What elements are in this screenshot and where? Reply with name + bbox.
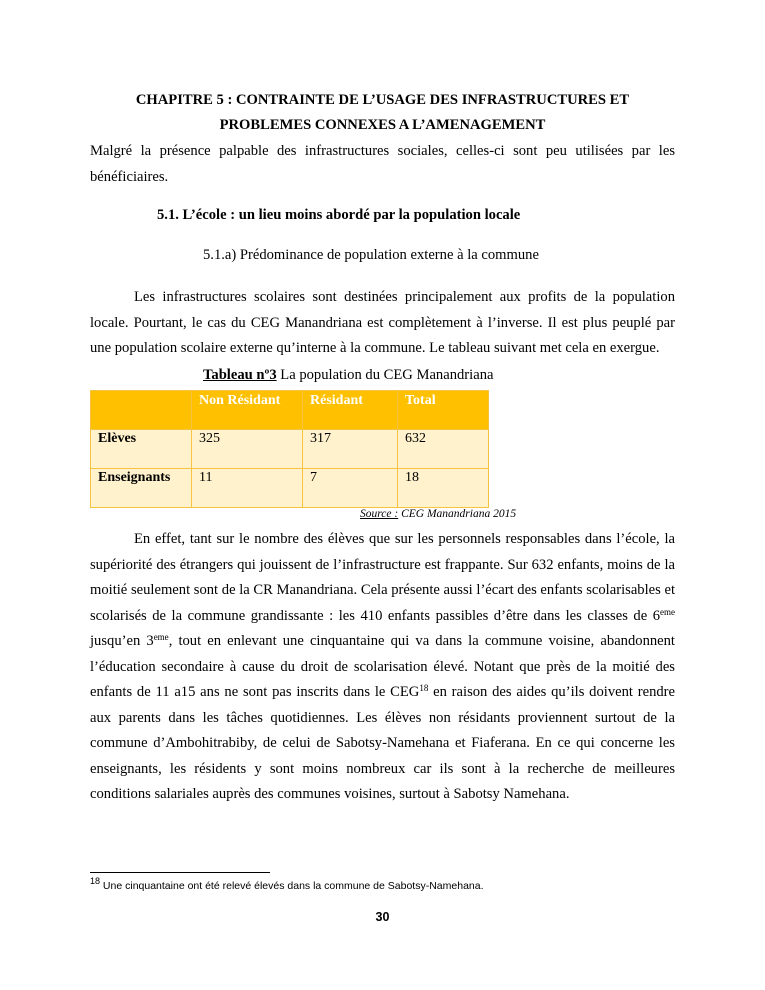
paragraph-2-text-b: jusqu’en 3 bbox=[90, 633, 154, 649]
table-cell: 632 bbox=[398, 430, 489, 469]
paragraph-1-text: Les infrastructures scolaires sont destinées principalement aux profits de la population locale. Pourtant, le cas du CEG Manandriana est complètement à l’inverse. Il est plus peuplé par une population scolaire externe qu’interne à la commune. Le tableau suivant met cela en exergue. bbox=[90, 289, 675, 356]
intro-paragraph: Malgré la présence palpable des infrastructures sociales, celles-ci sont peu utilisées par les bénéficiaires. bbox=[90, 143, 675, 185]
paragraph-1 bbox=[90, 285, 675, 362]
footnote-number: 18 bbox=[90, 876, 101, 886]
subsection-heading: 5.1.a) Prédominance de population externe à la commune bbox=[203, 247, 539, 263]
table-caption-label: Tableau nº3 bbox=[203, 367, 277, 383]
table-caption-text: La population du CEG Manandriana bbox=[276, 367, 494, 383]
section-heading: 5.1. L’école : un lieu moins abordé par la population locale bbox=[157, 207, 521, 223]
footnote-reference[interactable]: 18 bbox=[419, 683, 429, 693]
paragraph-2-text-c: , tout en enlevant une cinquantaine qui va dans la commune voisine, abandonnent l’éducation secondaire à cause du droit de scolarisation élevé. Notant que près de la moitié des enfants de 11 a15 ans ne sont pas inscrits dans le CEG bbox=[90, 633, 675, 700]
table-cell: 11 bbox=[192, 469, 303, 508]
table-row bbox=[91, 430, 489, 469]
table-source-label: Source : bbox=[360, 508, 399, 520]
table-header-row bbox=[91, 391, 489, 430]
table-row-label: Elèves bbox=[91, 430, 192, 469]
table-header-corner bbox=[91, 391, 192, 430]
table-cell: 325 bbox=[192, 430, 303, 469]
table-header-cell: Résidant bbox=[303, 391, 398, 430]
footnote-text: Une cinquantaine ont été relevé élevés dans la commune de Sabotsy-Namehana. bbox=[100, 880, 484, 892]
table-row-label: Enseignants bbox=[91, 469, 192, 508]
page-number: 30 bbox=[375, 910, 390, 924]
table-cell: 317 bbox=[303, 430, 398, 469]
paragraph-2 bbox=[90, 527, 675, 808]
footnote bbox=[90, 878, 484, 894]
superscript: eme bbox=[153, 632, 169, 642]
table-row bbox=[91, 469, 489, 508]
table-source bbox=[360, 508, 516, 520]
table-source-text: CEG Manandriana 2015 bbox=[398, 508, 517, 520]
paragraph-2-text-d: en raison des aides qu’ils doivent rendre aux parents dans les tâches quotidiennes. Les élèves non résidants proviennent surtout de la commune d’Ambohitrabiby, de celui de Sabotsy-Namehana et Fiaferana. En ce qui concerne les enseignants, les résidents y sont moins nombreux car ils sont à la recherche de meilleures conditions salariales auprès des communes voisines, surtout à Sabotsy Namehana. bbox=[90, 684, 675, 802]
table-header-cell: Non Résidant bbox=[192, 391, 303, 430]
footnote-divider bbox=[90, 872, 270, 873]
table-header-cell: Total bbox=[398, 391, 489, 430]
population-table bbox=[90, 390, 489, 508]
chapter-title-line1: CHAPITRE 5 : CONTRAINTE DE L’USAGE DES INFRASTRUCTURES ET bbox=[135, 92, 630, 108]
table-cell: 18 bbox=[398, 469, 489, 508]
table-cell: 7 bbox=[303, 469, 398, 508]
superscript: eme bbox=[660, 606, 675, 617]
table-caption bbox=[203, 363, 493, 388]
paragraph-2-text-a: En effet, tant sur le nombre des élèves que sur les personnels responsables dans l’école, la supériorité des étrangers qui jouissent de l’infrastructure est frappante. Sur 632 enfants, moins de la moitié seulement sont de la CR Manandriana. Cela présente aussi l’écart des enfants scolarisables et scolarisés de la commune grandissante : les 410 enfants passibles d’être dans les classes de 6 bbox=[90, 531, 675, 624]
chapter-title-line2: PROBLEMES CONNEXES A L’AMENAGEMENT bbox=[219, 117, 546, 133]
